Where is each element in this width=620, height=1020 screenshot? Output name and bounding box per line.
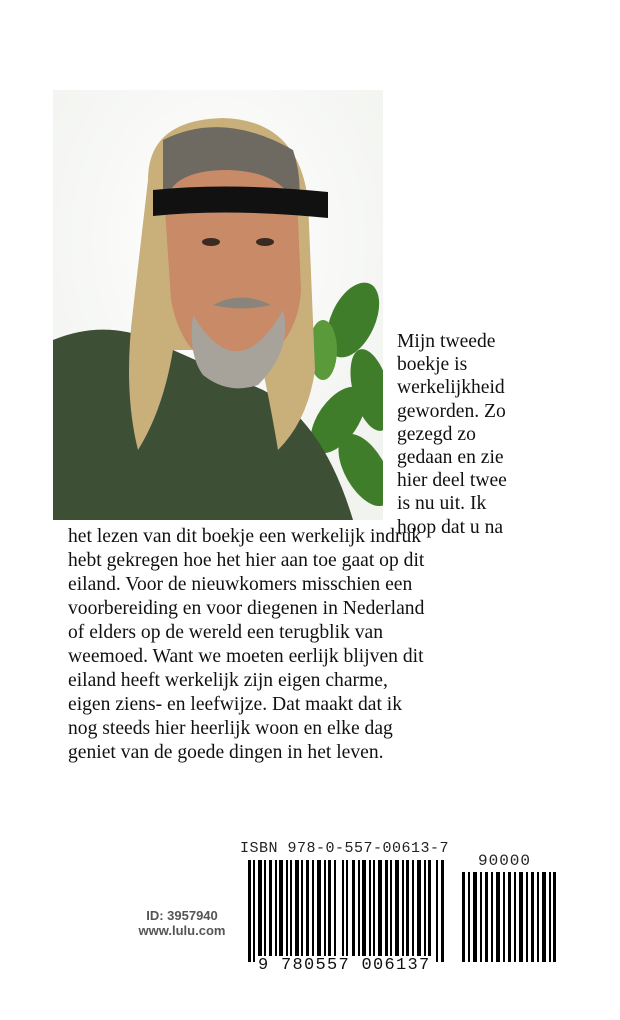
blurb-body-text: het lezen van dit boekje een werkelijk indruk hebt gekregen hoe het hier aan toe gaat op dit eiland. Voor de nieuwkomers misschien een voorbereiding en voor diegenen in Nederland of elders op de wereld een terugblik van weemoed. Want we moeten eerlijk blijven dit eiland heeft werkelijk zijn eigen charme, eigen ziens- en leefwijze. Dat maakt dat ik nog steeds hier heerlijk woon en elke dag geniet van de goede dingen in het leven. xyxy=(68,526,425,763)
addon-price: 90000 xyxy=(478,852,532,870)
blurb-side-text: Mijn tweede boekje is werkelijkheid geworden. Zo gezegd zo gedaan en zie hier deel twee is nu uit. Ik hoop dat u na xyxy=(397,331,507,538)
isbn-label: ISBN 978-0-557-00613-7 xyxy=(240,840,450,857)
author-photo xyxy=(53,90,383,520)
addon-barcode-icon xyxy=(462,872,556,962)
publisher-url: www.lulu.com xyxy=(138,923,226,938)
isbn-barcode-icon xyxy=(248,860,444,962)
publisher-info xyxy=(112,908,252,938)
barcode-digits: 9 780557 006137 xyxy=(258,956,431,975)
author-portrait-icon xyxy=(53,90,383,520)
publisher-id: ID: 3957940 xyxy=(146,908,218,923)
